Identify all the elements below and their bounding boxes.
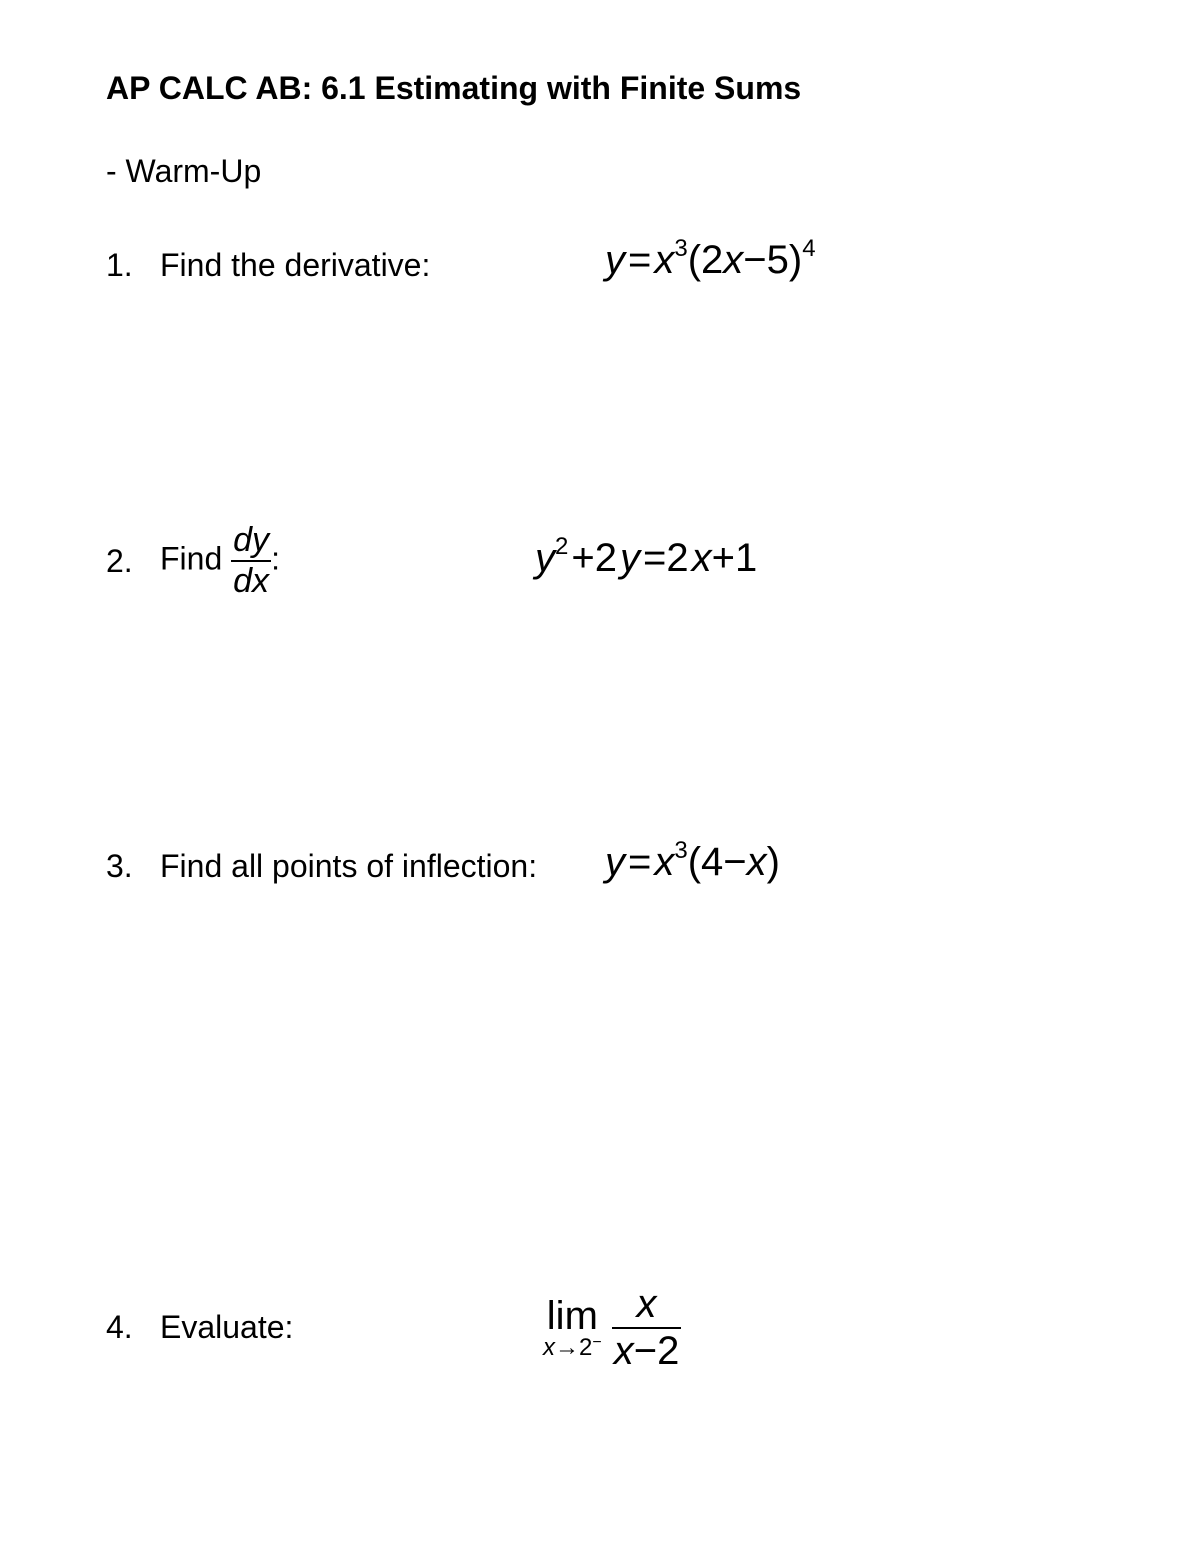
q2-plus1: +1 [711,536,758,580]
q1-exp-3: 3 [674,235,688,262]
q3-var-x2: x [746,840,767,884]
question-4-number: 4. [106,1309,133,1345]
q3-equals: = [628,840,652,884]
q1-equals: = [628,238,652,282]
q1-var-x2: x [723,238,744,282]
q3-var-x: x [654,840,675,884]
question-2-prompt-suffix: : [271,540,280,577]
question-1-number: 1. [106,247,133,283]
q2-exp-2: 2 [555,533,569,560]
q2-plus2: +2 [571,536,617,580]
q4-frac-denominator [612,1329,682,1374]
question-2-equation [535,533,758,581]
q1-var-x: x [654,238,675,282]
q4-den-var: x [613,1329,634,1373]
q2-var-y: y [535,536,555,580]
question-3-number: 3. [106,848,133,884]
question-3-prompt: Find all points of inflection: [160,848,538,884]
q4-frac-numerator: x [636,1282,657,1326]
question-2-prompt-prefix: Find [160,540,223,577]
q3-var-y: y [605,840,625,884]
question-2-number: 2. [106,543,133,579]
q4-lim-arrow: →2 [555,1334,593,1361]
page-title: AP CALC AB: 6.1 Estimating with Finite Sums [106,70,802,106]
q1-var-y: y [605,238,625,282]
q1-exp-4: 4 [802,235,816,262]
page-subtitle: - Warm-Up [106,153,262,189]
q2-frac-denominator: dx [233,562,270,600]
question-4-prompt: Evaluate: [160,1309,294,1345]
q2-eq2: =2 [642,536,689,580]
q2-frac-numerator: dy [233,521,270,559]
q1-minus5: −5) [743,238,803,282]
q4-lim-subscript [543,1336,602,1360]
q2-var-y2: y [619,536,640,580]
q4-fraction [612,1282,682,1374]
q4-lim-side: − [592,1334,602,1351]
question-1-prompt: Find the derivative: [160,247,431,283]
q4-limit [543,1296,602,1360]
q3-open: (4− [687,840,747,884]
question-2-prompt [160,521,280,601]
q3-close: ) [766,840,780,884]
q4-lim-word: lim [546,1294,598,1338]
q2-var-x: x [691,536,712,580]
question-3-equation [605,837,780,885]
q1-open: (2 [687,238,724,282]
question-1-equation [605,235,816,283]
question-4-limit-expression [543,1282,681,1374]
q4-lim-var: x [543,1334,555,1361]
q3-exp-3: 3 [674,837,688,864]
q2-dy-dx-fraction [231,521,271,601]
q4-den-rest: −2 [633,1329,680,1373]
